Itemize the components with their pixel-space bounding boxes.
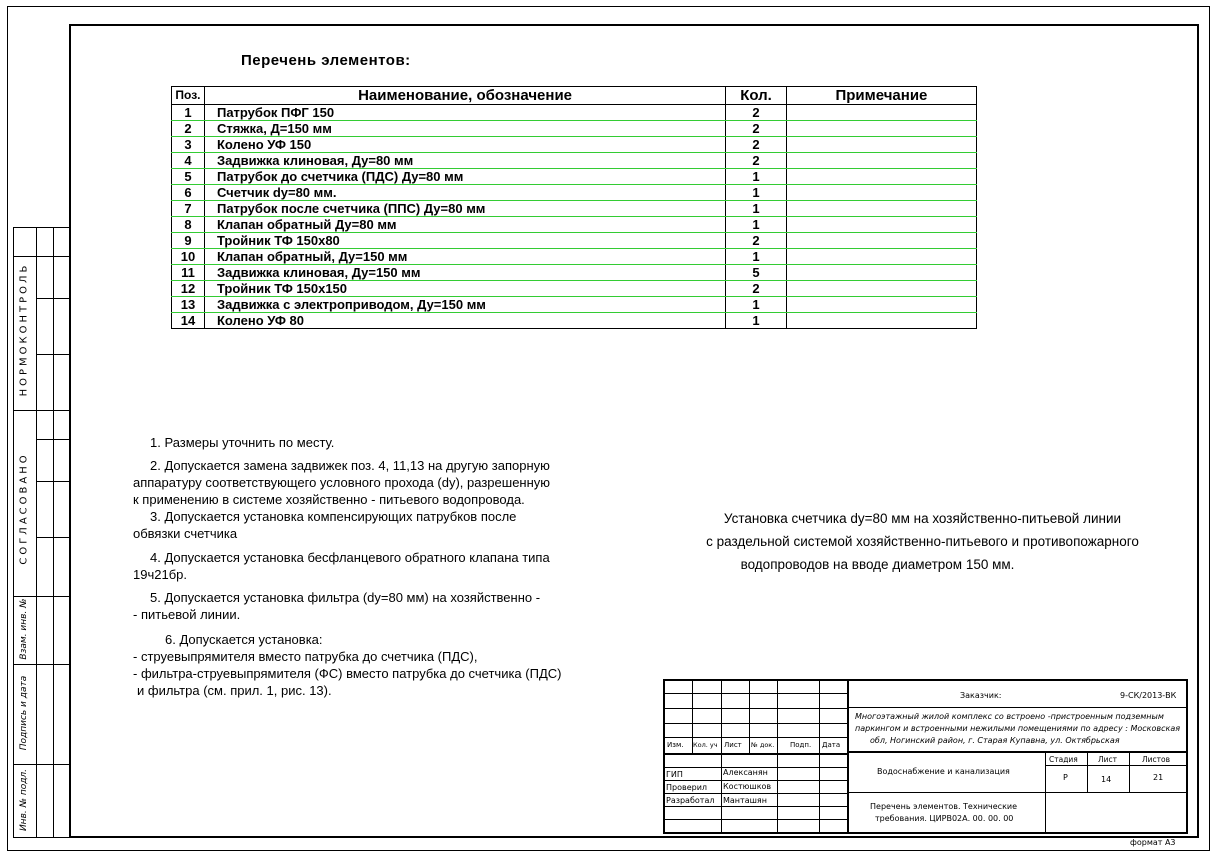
drawing-caption	[660, 507, 1185, 576]
row-note	[786, 265, 976, 281]
row-qty: 1	[726, 217, 787, 233]
row-pos: 9	[172, 233, 205, 249]
header-pos: Поз.	[172, 87, 205, 105]
row-name: Стяжка, Д=150 мм	[204, 121, 725, 137]
row-qty: 2	[726, 233, 787, 249]
row-name: Тройник ТФ 150х150	[204, 281, 725, 297]
row-note	[786, 297, 976, 313]
note-line: 1. Размеры уточнить по месту.	[150, 435, 335, 450]
table-row	[172, 265, 977, 281]
vzam-inv-label: Взам. инв. №	[19, 598, 29, 660]
row-pos: 5	[172, 169, 205, 185]
strip-line	[14, 256, 71, 257]
row-qty: 2	[726, 137, 787, 153]
table-row	[172, 185, 977, 201]
strip-line	[36, 439, 71, 440]
developer-role: Разработал	[666, 796, 715, 805]
sheet-value: 14	[1101, 775, 1112, 784]
note-line: 2. Допускается замена задвижек поз. 4, 11,13 на другую запорную	[150, 458, 550, 473]
table-row	[172, 169, 977, 185]
table-row	[172, 217, 977, 233]
row-note	[786, 313, 976, 329]
row-name: Задвижка с электроприводом, Ду=150 мм	[204, 297, 725, 313]
row-note	[786, 169, 976, 185]
caption-line: водопроводов на вводе диаметром 150 мм.	[740, 557, 1015, 572]
row-qty: 2	[726, 153, 787, 169]
soglasovano-label: СОГЛАСОВАНО	[18, 452, 30, 565]
row-name: Колено УФ 80	[204, 313, 725, 329]
table-row	[172, 137, 977, 153]
row-note	[786, 233, 976, 249]
strip-line	[36, 537, 71, 538]
row-pos: 8	[172, 217, 205, 233]
row-note	[786, 137, 976, 153]
sheet-header: Лист	[1098, 755, 1118, 764]
note-line: и фильтра (см. прил. 1, рис. 13).	[137, 683, 332, 698]
col-kol-uch: Кол. уч	[693, 741, 718, 749]
row-name: Счетчик dy=80 мм.	[204, 185, 725, 201]
col-data: Дата	[822, 741, 841, 749]
note-line: - фильтра-струевыпрямителя (ФС) вместо патрубка до счетчика (ПДС)	[133, 666, 562, 681]
row-qty: 1	[726, 185, 787, 201]
left-strip-blank-column	[36, 228, 54, 837]
row-qty: 5	[726, 265, 787, 281]
note-line: обвязки счетчика	[133, 526, 238, 541]
table-row	[172, 233, 977, 249]
row-name: Патрубок ПФГ 150	[204, 105, 725, 121]
row-pos: 4	[172, 153, 205, 169]
developer-name: Манташян	[723, 796, 767, 805]
inv-podl-label: Инв. № подл.	[19, 768, 29, 832]
stage-header: Стадия	[1049, 755, 1078, 764]
row-pos: 1	[172, 105, 205, 121]
table-row	[172, 121, 977, 137]
table-row	[172, 201, 977, 217]
row-note	[786, 249, 976, 265]
header-note: Примечание	[786, 87, 976, 105]
gip-name: Алексанян	[723, 768, 768, 777]
row-note	[786, 105, 976, 121]
note-line: 3. Допускается установка компенсирующих патрубков после	[150, 509, 517, 524]
page-title: Перечень элементов:	[241, 52, 411, 69]
row-name: Клапан обратный Ду=80 мм	[204, 217, 725, 233]
note-line: 19ч21бр.	[133, 567, 187, 582]
title-block	[663, 679, 1188, 834]
row-note	[786, 217, 976, 233]
row-name: Патрубок до счетчика (ПДС) Ду=80 мм	[204, 169, 725, 185]
table-row	[172, 297, 977, 313]
stage-value: Р	[1063, 773, 1068, 782]
header-qty: Кол.	[726, 87, 787, 105]
note-line: 4. Допускается установка бесфланцевого обратного клапана типа	[150, 550, 550, 565]
row-note	[786, 121, 976, 137]
customer-label: Заказчик:	[960, 691, 1002, 700]
note-line: - струевыпрямителя вместо патрубка до счетчика (ПДС),	[133, 649, 478, 664]
col-doc: № док.	[751, 741, 775, 749]
row-name: Задвижка клиновая, Ду=150 мм	[204, 265, 725, 281]
row-name: Тройник ТФ 150х80	[204, 233, 725, 249]
table-row	[172, 153, 977, 169]
checked-name: Костюшков	[723, 782, 772, 791]
note-line: 5. Допускается установка фильтра (dy=80 мм) на хозяйственно -	[150, 590, 541, 605]
row-qty: 2	[726, 121, 787, 137]
row-pos: 12	[172, 281, 205, 297]
note-line: - питьевой линии.	[133, 607, 241, 622]
object-line-3: обл, Ногинский район, г. Старая Купавна, ул. Октябрьская	[870, 736, 1120, 745]
sheet-title-line-1: Перечень элементов. Технические	[870, 802, 1018, 811]
row-pos: 2	[172, 121, 205, 137]
normokontrol-label: НОРМОКОНТРОЛЬ	[18, 262, 30, 397]
object-line-1: Многоэтажный жилой комплекс со встроено -пристроенным подземным	[855, 712, 1164, 721]
row-pos: 11	[172, 265, 205, 281]
sheets-total-value: 21	[1153, 773, 1164, 782]
gip-role: ГИП	[666, 770, 683, 779]
row-note	[786, 281, 976, 297]
left-approval-strip	[13, 227, 70, 838]
note-line: к применению в системе хозяйственно - питьевого водопровода.	[133, 492, 525, 507]
row-pos: 10	[172, 249, 205, 265]
row-qty: 1	[726, 313, 787, 329]
strip-line	[36, 354, 71, 355]
table-row	[172, 105, 977, 121]
podpis-data-label: Подпись и дата	[19, 675, 29, 751]
strip-line	[14, 410, 71, 411]
row-pos: 6	[172, 185, 205, 201]
row-note	[786, 185, 976, 201]
col-izm: Изм.	[667, 741, 684, 749]
row-note	[786, 201, 976, 217]
object-line-2: паркингом и встроенными нежилыми помещениями по адресу : Московская	[855, 724, 1181, 733]
sheet-title-line-2: требования. ЦИРВ02А. 00. 00. 00	[875, 814, 1014, 823]
strip-line	[36, 481, 71, 482]
row-qty: 1	[726, 297, 787, 313]
project-code: 9-СК/2013-ВК	[1120, 691, 1177, 700]
row-qty: 2	[726, 281, 787, 297]
row-name: Патрубок после счетчика (ППС) Ду=80 мм	[204, 201, 725, 217]
row-pos: 7	[172, 201, 205, 217]
row-note	[786, 153, 976, 169]
section-name: Водоснабжение и канализация	[877, 767, 1010, 776]
sheet-format: формат А3	[1130, 838, 1176, 847]
table-row	[172, 281, 977, 297]
table-header-row	[172, 87, 977, 105]
row-qty: 2	[726, 105, 787, 121]
technical-notes	[133, 434, 613, 699]
row-pos: 3	[172, 137, 205, 153]
row-qty: 1	[726, 169, 787, 185]
elements-table	[171, 86, 977, 329]
row-name: Клапан обратный, Ду=150 мм	[204, 249, 725, 265]
header-name: Наименование, обозначение	[204, 87, 725, 105]
row-name: Задвижка клиновая, Ду=80 мм	[204, 153, 725, 169]
table-row	[172, 249, 977, 265]
row-name: Колено УФ 150	[204, 137, 725, 153]
note-line: аппаратуру соответствующего условного прохода (dy), разрешенную	[133, 475, 551, 490]
checked-role: Проверил	[666, 783, 708, 792]
sheets-total-header: Листов	[1142, 755, 1171, 764]
col-podp: Подп.	[790, 741, 812, 749]
caption-line: Установка счетчика dy=80 мм на хозяйственно-питьевой линии	[723, 511, 1122, 526]
col-list: Лист	[724, 741, 742, 749]
note-line: 6. Допускается установка:	[165, 632, 323, 647]
strip-line	[14, 664, 71, 665]
strip-line	[36, 298, 71, 299]
table-row	[172, 313, 977, 329]
row-qty: 1	[726, 249, 787, 265]
row-pos: 14	[172, 313, 205, 329]
row-pos: 13	[172, 297, 205, 313]
caption-line: с раздельной системой хозяйственно-питьевого и противопожарного	[706, 534, 1139, 549]
row-qty: 1	[726, 201, 787, 217]
